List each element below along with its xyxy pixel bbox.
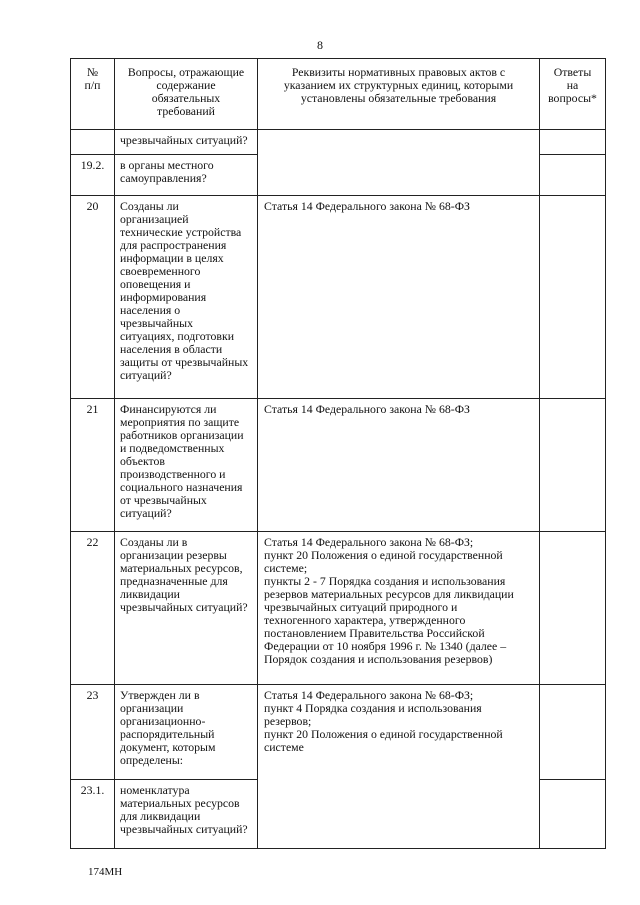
reference-line: пункты 2 - 7 Порядка создания и использования (264, 574, 506, 588)
row-question (115, 399, 258, 532)
question-line: Созданы ли в (120, 535, 188, 549)
question-line: Утвержден ли в (120, 688, 200, 702)
question-line: мероприятия по защите (120, 415, 240, 429)
reference-line: техногенного характера, утвержденного (264, 613, 466, 627)
question-line: ситуаций? (120, 506, 172, 520)
question-line: номенклатура (120, 783, 190, 797)
question-line: организации резервы (120, 548, 227, 562)
row-answer-cell[interactable] (540, 685, 606, 780)
reference-line: резервов материальных ресурсов для ликвидации (264, 587, 514, 601)
reference-line: пункт 20 Положения о единой государственной (264, 548, 503, 562)
question-line: объектов (120, 454, 165, 468)
row-question (115, 155, 258, 196)
page-number: 8 (317, 38, 323, 52)
question-line: социального назначения (120, 480, 243, 494)
row-question (115, 130, 258, 155)
header-question-line: Вопросы, отражающие (127, 65, 245, 79)
row-question (115, 780, 258, 849)
header-reference-line: Реквизиты нормативных правовых актов с (291, 65, 506, 79)
question-line: своевременного (120, 264, 201, 278)
question-line: от чрезвычайных (120, 493, 207, 507)
header-num (71, 59, 115, 130)
table-row (71, 196, 606, 399)
reference-line: Статья 14 Федерального закона № 68-ФЗ; (264, 535, 474, 549)
reference-line: Статья 14 Федерального закона № 68-ФЗ (264, 199, 470, 213)
question-line: материальных ресурсов, (120, 561, 243, 575)
header-answer-line: вопросы* (548, 91, 597, 105)
row-answer-cell[interactable] (540, 780, 606, 849)
row-number: 23.1. (71, 780, 115, 849)
reference-line: пункт 20 Положения о единой государственной (264, 727, 503, 741)
question-line: производственного и (120, 467, 226, 481)
row-number: 21 (71, 399, 115, 532)
question-line: организации (120, 701, 184, 715)
row-answer-cell[interactable] (540, 130, 606, 155)
header-num-line: п/п (84, 78, 101, 92)
requirements-table (70, 58, 606, 849)
question-line: самоуправления? (120, 171, 207, 185)
row-answer-cell[interactable] (540, 196, 606, 399)
row-answer-cell[interactable] (540, 155, 606, 196)
row-question (115, 532, 258, 685)
question-line: материальных ресурсов (120, 796, 240, 810)
row-number: 19.2. (71, 155, 115, 196)
question-line: защиты от чрезвычайных (120, 355, 249, 369)
question-line: распорядительный (120, 727, 215, 741)
question-line: информации в целях (120, 251, 224, 265)
question-line: организацией (120, 212, 189, 226)
row-number: 23 (71, 685, 115, 780)
row-question (115, 196, 258, 399)
question-line: чрезвычайных ситуаций? (120, 600, 248, 614)
row-number (71, 130, 115, 155)
table-row (71, 130, 606, 155)
question-line: работников организации (120, 428, 244, 442)
question-line: населения в области (120, 342, 223, 356)
header-answer (540, 59, 606, 130)
header-answer-line: Ответы (553, 65, 592, 79)
header-num-line: № (86, 65, 99, 79)
reference-line: Порядок создания и использования резервов) (264, 652, 493, 666)
header-reference (258, 59, 540, 130)
row-answer-cell[interactable] (540, 399, 606, 532)
question-line: оповещения и (120, 277, 191, 291)
question-line: чрезвычайных (120, 316, 193, 330)
question-line: документ, которым (120, 740, 216, 754)
reference-line: Статья 14 Федерального закона № 68-ФЗ; (264, 688, 474, 702)
reference-line: постановлением Правительства Российской (264, 626, 485, 640)
question-line: ситуациях, подготовки (120, 329, 235, 343)
header-reference-line: установлены обязательные требования (300, 91, 497, 105)
question-line: информирования (120, 290, 207, 304)
reference-line: резервов; (264, 714, 312, 728)
reference-line: системе (264, 740, 304, 754)
reference-line: чрезвычайных ситуаций природного и (264, 600, 458, 614)
question-line: ликвидации (120, 587, 180, 601)
row-reference (258, 532, 540, 685)
document-code: 174МН (88, 866, 123, 878)
question-line: чрезвычайных ситуаций? (120, 133, 248, 147)
question-line: для распространения (120, 238, 227, 252)
header-reference-line: указанием их структурных единиц, которыми (283, 78, 514, 92)
reference-line: Федерации от 10 ноября 1996 г. № 1340 (далее – (264, 639, 507, 653)
row-number: 20 (71, 196, 115, 399)
reference-line: системе; (264, 561, 308, 575)
header-question-line: содержание (156, 78, 216, 92)
row-reference (258, 130, 540, 196)
table-row (71, 685, 606, 780)
table-row (71, 532, 606, 685)
header-answer-line: на (566, 78, 579, 92)
question-line: определены: (120, 753, 184, 767)
header-question (115, 59, 258, 130)
row-question (115, 685, 258, 780)
reference-line: Статья 14 Федерального закона № 68-ФЗ (264, 402, 470, 416)
question-line: и подведомственных (120, 441, 225, 455)
question-line: чрезвычайных ситуаций? (120, 822, 248, 836)
question-line: для ликвидации (120, 809, 201, 823)
question-line: населения о (120, 303, 181, 317)
question-line: в органы местного (120, 158, 214, 172)
header-question-line: требований (157, 104, 215, 118)
table-header-row (71, 59, 606, 130)
row-reference (258, 196, 540, 399)
question-line: предназначенные для (120, 574, 228, 588)
header-question-line: обязательных (151, 91, 221, 105)
question-line: организационно- (120, 714, 206, 728)
question-line: ситуаций? (120, 368, 172, 382)
question-line: Финансируются ли (120, 402, 217, 416)
question-line: Созданы ли (120, 199, 179, 213)
row-number: 22 (71, 532, 115, 685)
table-row (71, 399, 606, 532)
question-line: технические устройства (120, 225, 242, 239)
row-answer-cell[interactable] (540, 532, 606, 685)
reference-line: пункт 4 Порядка создания и использования (264, 701, 482, 715)
row-reference (258, 399, 540, 532)
row-reference (258, 685, 540, 849)
